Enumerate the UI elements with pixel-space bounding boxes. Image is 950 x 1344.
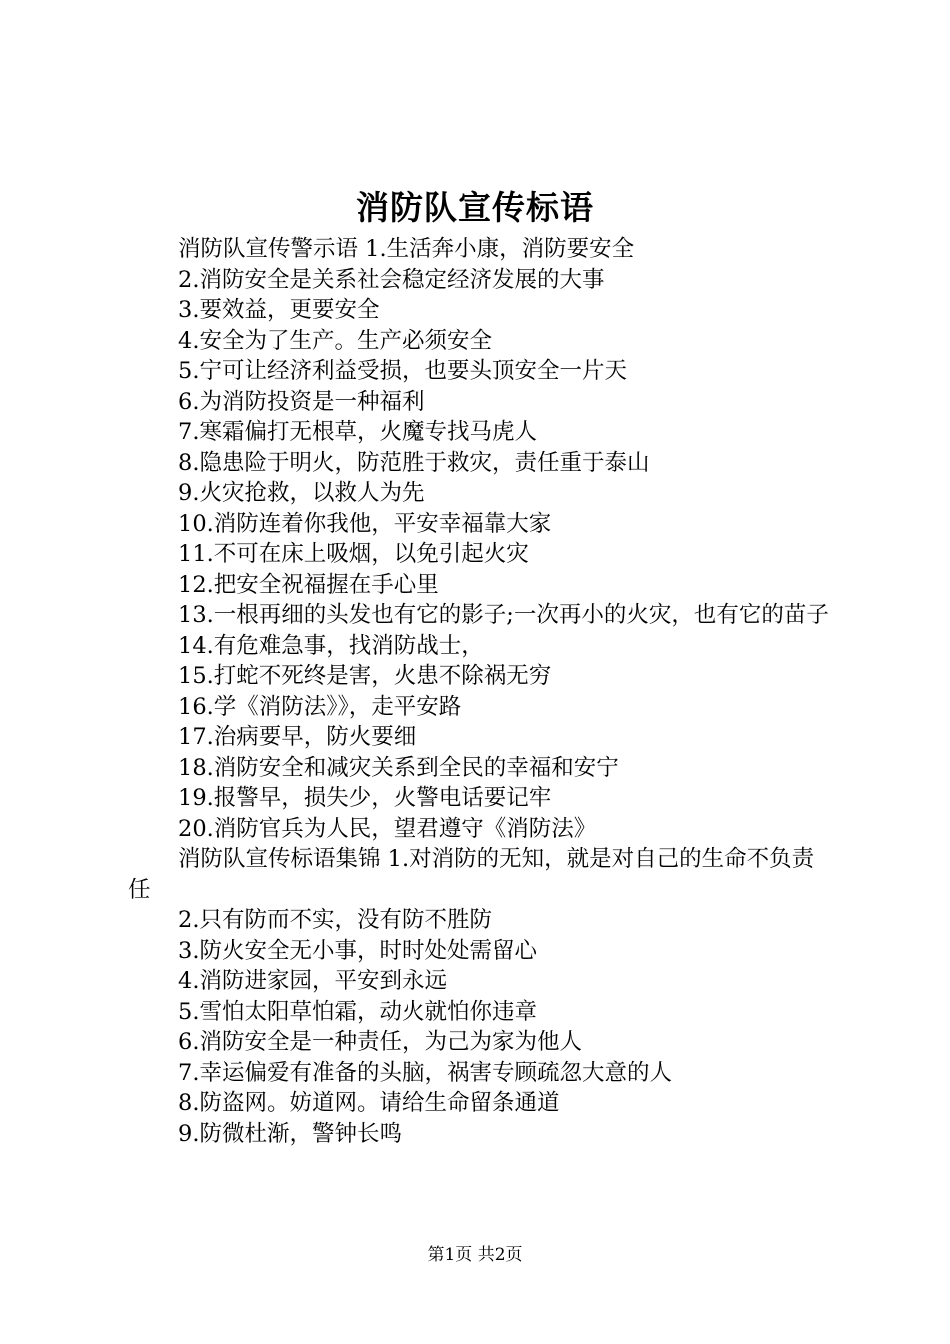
paragraph: 8.防盗网。妨道网。请给生命留条通道 <box>178 1090 560 1116</box>
paragraph: 3.要效益，更要安全 <box>178 297 380 323</box>
paragraph: 消防队宣传标语集锦 1.对消防的无知，就是对自己的生命不负责任 <box>128 846 815 903</box>
paragraph: 9.火灾抢救，以救人为先 <box>178 480 425 506</box>
paragraph: 18.消防安全和减灾关系到全民的幸福和安宁 <box>178 754 619 781</box>
document-body <box>128 234 834 1149</box>
paragraph: 4.消防进家园，平安到永远 <box>178 968 447 994</box>
page-title: 消防队宣传标语 <box>356 188 594 227</box>
paragraph: 4.安全为了生产。生产必须安全 <box>178 327 492 354</box>
paragraph: 12.把安全祝福握在手心里 <box>178 571 439 598</box>
paragraph: 9.防微杜渐，警钟长鸣 <box>178 1120 402 1147</box>
paragraph: 2.只有防而不实，没有防不胜防 <box>178 907 492 933</box>
paragraph: 7.寒霜偏打无根草，火魔专找马虎人 <box>178 419 537 445</box>
paragraph: 10.消防连着你我他，平安幸福靠大家 <box>178 510 552 537</box>
paragraph: 5.雪怕太阳草怕霜，动火就怕你违章 <box>178 998 537 1025</box>
paragraph: 5.宁可让经济利益受损，也要头顶安全一片天 <box>178 358 627 384</box>
paragraph: 6.消防安全是一种责任，为己为家为他人 <box>178 1029 582 1055</box>
paragraph: 15.打蛇不死终是害，火患不除祸无穷 <box>178 663 552 689</box>
paragraph: 7.幸运偏爱有准备的头脑，祸害专顾疏忽大意的人 <box>178 1059 672 1086</box>
paragraph: 16.学《消防法》》，走平安路 <box>178 693 462 720</box>
paragraph: 3.防火安全无小事，时时处处需留心 <box>178 937 537 964</box>
page-indicator: 第1页 共2页 <box>427 1245 523 1265</box>
paragraph: 17.治病要早，防火要细 <box>178 724 417 750</box>
paragraph: 14.有危难急事，找消防战士， <box>178 632 484 659</box>
paragraph: 11.不可在床上吸烟，以免引起火灾 <box>178 541 529 567</box>
paragraph: 19.报警早，损失少，火警电话要记牢 <box>178 785 552 811</box>
paragraph: 8.隐患险于明火，防范胜于救灾，责任重于泰山 <box>178 449 650 476</box>
paragraph: 13.一根再细的头发也有它的影子;一次再小的火灾，也有它的苗子 <box>178 602 829 628</box>
paragraph: 6.为消防投资是一种福利 <box>178 388 425 415</box>
paragraph: 2.消防安全是关系社会稳定经济发展的大事 <box>178 266 605 293</box>
paragraph: 消防队宣传警示语 1.生活奔小康，消防要安全 <box>178 236 635 262</box>
paragraph: 20.消防官兵为人民，望君遵守《消防法》 <box>178 815 597 842</box>
